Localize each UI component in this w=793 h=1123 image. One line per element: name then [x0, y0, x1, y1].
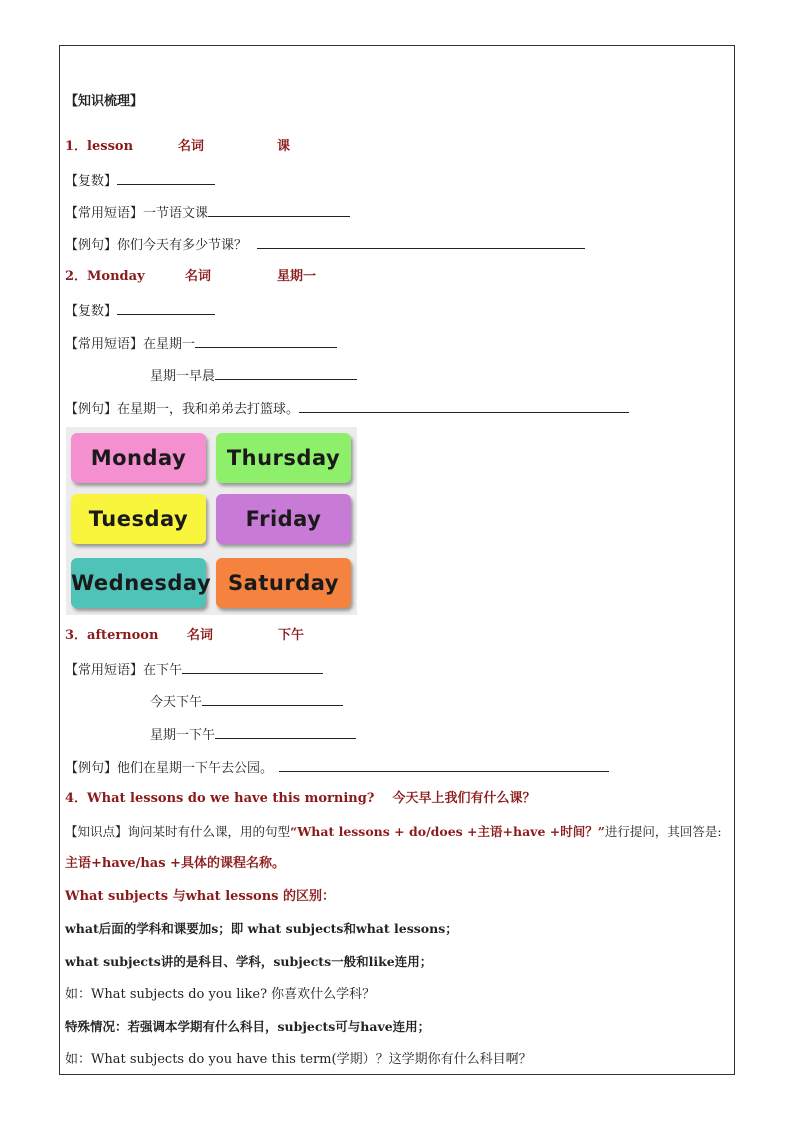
item1-example: [65, 236, 585, 254]
item1-phrase-label: 【常用短语】: [65, 206, 144, 221]
item4-example1: 如：What subjects do you like? 你喜欢什么学科？: [65, 987, 376, 1002]
item2-plural: [65, 302, 215, 320]
item1-example-blank[interactable]: [257, 236, 585, 249]
item2-example-text: 在星期一，我和弟弟去打篮球。: [117, 402, 300, 417]
item3-example: [65, 759, 609, 777]
item3-example-label: 【例句】: [65, 761, 118, 776]
item2-word: 2．Monday: [65, 269, 145, 284]
item4-diff1: what后面的学科和课要加s；即 what subjects和what lessons；: [65, 921, 458, 936]
item4-answer: 主语+have/has +具体的课程名称。: [65, 856, 285, 871]
item1-phrase1: 一节语文课: [143, 206, 209, 221]
item1-phrase: [65, 204, 350, 222]
item2-phrase1-blank[interactable]: [195, 335, 337, 348]
item3-phrase1: 在下午: [143, 663, 183, 678]
day-card-wednesday: Wednesday: [71, 558, 206, 608]
item3-example-text: 他们在星期一下午去公园。: [117, 761, 274, 776]
item4-heading-cn: 今天早上我们有什么课？: [392, 791, 536, 806]
item4-point: [65, 824, 722, 840]
item4-point-text1: 询问某时有什么课，用的句型: [127, 824, 291, 839]
day-card-tuesday: Tuesday: [71, 494, 206, 544]
item1-plural-blank[interactable]: [117, 172, 215, 185]
item3-phrase3: 星期一下午: [150, 728, 216, 743]
item4-point-text2: 进行提问，其回答是:: [604, 824, 722, 839]
item1-phrase1-blank[interactable]: [208, 204, 350, 217]
item4-example2: 如：What subjects do you have this term(学期）？这学期你有什么科目啊？: [65, 1052, 532, 1067]
item4-point-formula: “What lessons + do/does +主语+have +时间？”: [290, 824, 605, 839]
item2-phrase2-blank[interactable]: [215, 367, 357, 380]
item2-example-label: 【例句】: [65, 402, 118, 417]
item3-phrase-label: 【常用短语】: [65, 663, 144, 678]
item3-phrase2-blank[interactable]: [202, 693, 343, 706]
item2-phrase-label: 【常用短语】: [65, 337, 144, 352]
item1-word: 1．lesson: [65, 139, 134, 154]
item3-phrase2: 今天下午: [150, 695, 203, 710]
item2-example-blank[interactable]: [299, 400, 629, 413]
item3-phrase1-blank[interactable]: [182, 661, 323, 674]
item3-phrase2-line: [150, 693, 343, 711]
item2-example: [65, 400, 629, 418]
item3-phrase3-line: [150, 726, 356, 744]
item2-phrase1: 在星期一: [143, 337, 196, 352]
item2-heading: [65, 269, 316, 285]
item2-phrase: [65, 335, 337, 353]
item1-plural-label: 【复数】: [65, 174, 118, 189]
item4-point-label: 【知识点】: [65, 824, 128, 839]
item1-meaning: 课: [277, 139, 291, 154]
item1-example-label: 【例句】: [65, 238, 118, 253]
day-card-friday: Friday: [216, 494, 351, 544]
item1-example-text: 你们今天有多少节课？: [117, 238, 248, 253]
item4-diff-title: What subjects 与what lessons 的区别：: [65, 889, 336, 904]
item3-phrase: [65, 661, 323, 679]
item2-pos: 名词: [185, 269, 212, 284]
day-card-saturday: Saturday: [216, 558, 351, 608]
item3-word: 3．afternoon: [65, 628, 159, 643]
item2-phrase2-line: [150, 367, 357, 385]
day-card-monday: Monday: [71, 433, 206, 483]
item4-special: 特殊情况：若强调本学期有什么科目，subjects可与have连用；: [65, 1019, 431, 1034]
weekdays-image: [66, 427, 357, 615]
item2-phrase2: 星期一早晨: [150, 369, 216, 384]
item2-plural-label: 【复数】: [65, 304, 118, 319]
section-title: 【知识梳理】: [65, 94, 144, 109]
item4-heading: [65, 791, 535, 807]
item1-heading: [65, 139, 290, 155]
item3-heading: [65, 628, 304, 644]
item4-heading-en: 4．What lessons do we have this morning?: [65, 791, 375, 806]
item2-plural-blank[interactable]: [117, 302, 215, 315]
item3-meaning: 下午: [278, 628, 305, 643]
day-card-thursday: Thursday: [216, 433, 351, 483]
item4-diff2: what subjects讲的是科目、学科，subjects一般和like连用；: [65, 954, 433, 969]
item2-meaning: 星期一: [277, 269, 317, 284]
item3-phrase3-blank[interactable]: [215, 726, 356, 739]
item3-example-blank[interactable]: [279, 759, 609, 772]
item1-plural: [65, 172, 215, 190]
item3-pos: 名词: [187, 628, 214, 643]
item1-pos: 名词: [178, 139, 205, 154]
